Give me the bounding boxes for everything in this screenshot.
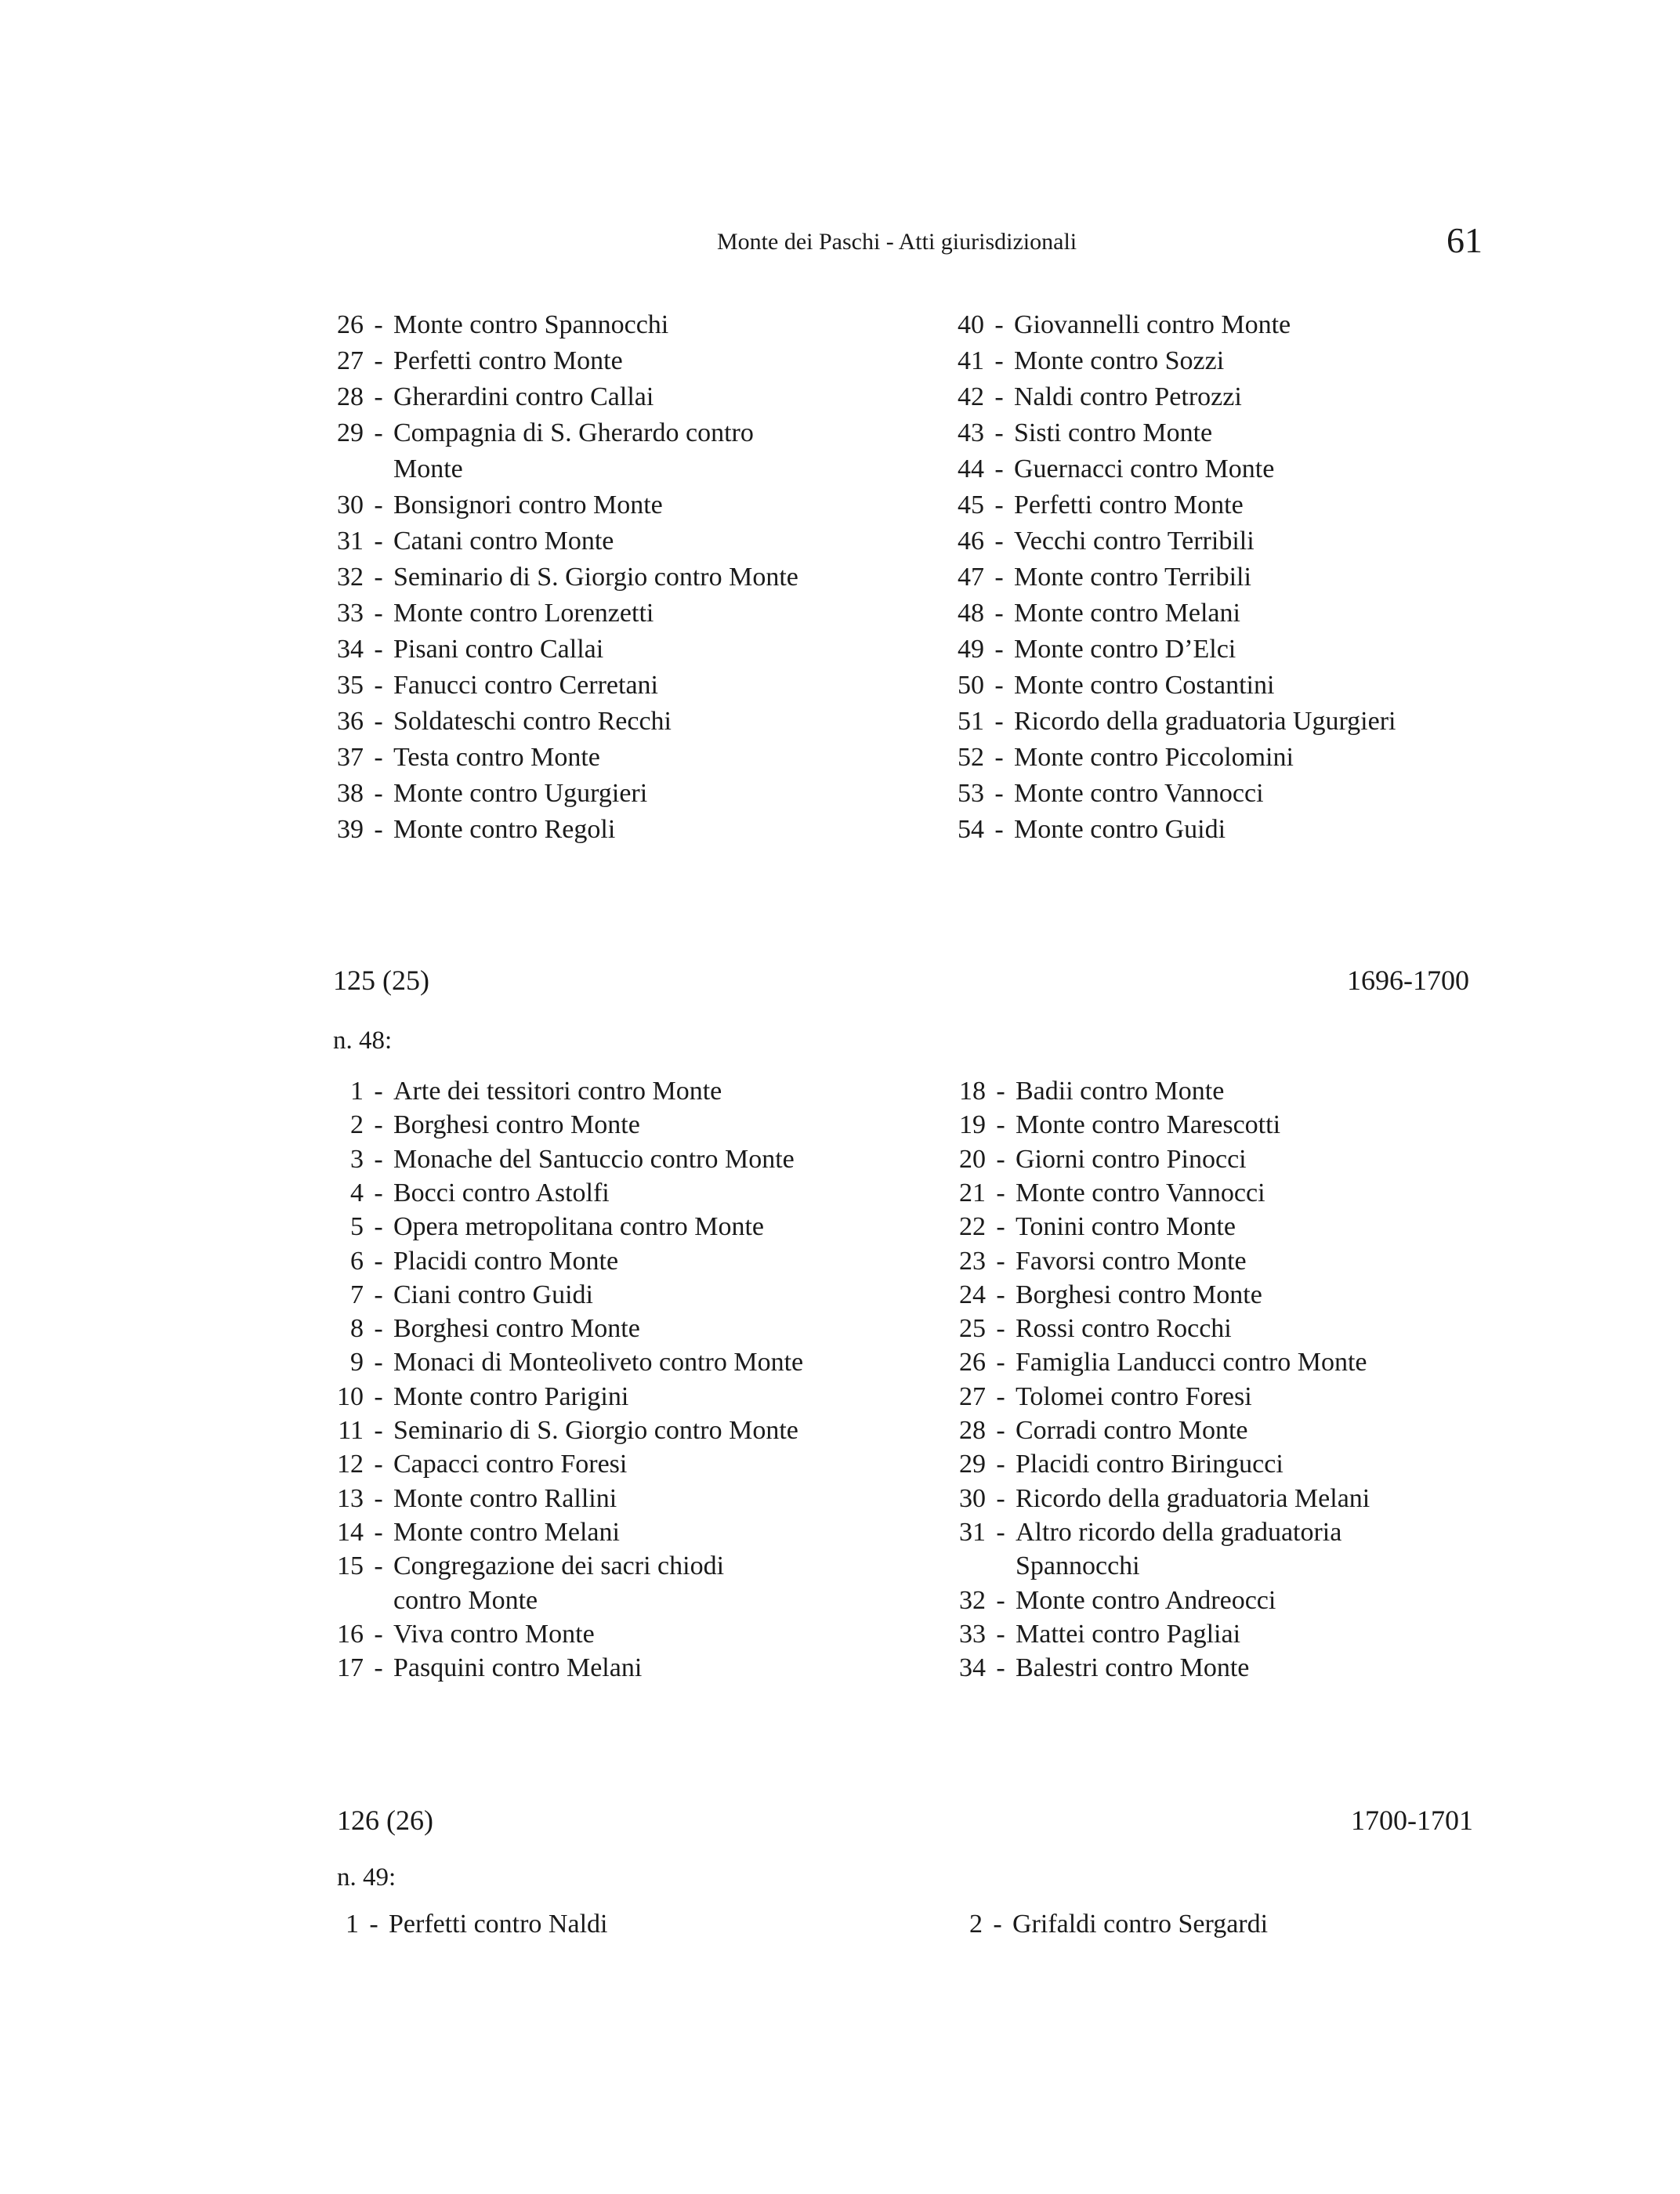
entry-text: Giovannelli contro Monte [1014, 310, 1291, 339]
list-item [950, 1073, 1224, 1110]
entry-dash: - [996, 1653, 1005, 1683]
entry-number: 30 [959, 1483, 986, 1513]
entry-number: 9 [350, 1348, 364, 1378]
list-item [328, 1379, 628, 1415]
entry-dash: - [374, 707, 383, 736]
entry-dash: - [996, 1212, 1005, 1242]
entry-text: Arte dei tessitori contro Monte [393, 1077, 722, 1106]
entry-dash: - [374, 1381, 383, 1411]
entry-dash: - [996, 1246, 1005, 1276]
list-item [328, 1277, 593, 1313]
entry-dash: - [994, 671, 1004, 700]
entry-text: Vecchi contro Terribili [1014, 527, 1255, 556]
entry-number: 8 [350, 1314, 364, 1344]
entry-dash: - [996, 1450, 1005, 1479]
list-item [328, 1650, 642, 1686]
list-item [335, 1906, 607, 1942]
list-item [948, 776, 1264, 812]
entry-number: 22 [959, 1212, 986, 1242]
entry-text: Seminario di S. Giorgio contro Monte [393, 1416, 798, 1445]
entry-text: Monte contro Melani [393, 1517, 620, 1547]
entry-text: Sisti contro Monte [1014, 418, 1213, 447]
entry-text: Pasquini contro Melani [393, 1653, 643, 1683]
entry-dash: - [994, 563, 1004, 592]
entry-text: Monte contro Parigini [393, 1381, 629, 1411]
entry-number: 19 [959, 1110, 986, 1140]
entry-dash: - [374, 743, 383, 772]
entry-number: 34 [959, 1653, 986, 1683]
entry-text: Perfetti contro Monte [1014, 491, 1244, 520]
entry-text: Opera metropolitana contro Monte [393, 1212, 765, 1242]
entry-text: Altro ricordo della graduatoria [1016, 1517, 1342, 1547]
entry-text: Tolomei contro Foresi [1016, 1381, 1252, 1411]
entry-text: Tonini contro Monte [1016, 1212, 1236, 1242]
list-item [328, 523, 614, 559]
entry-text: Monte contro Ugurgieri [393, 779, 648, 808]
section-126-label: n. 49: [337, 1863, 396, 1892]
entry-number: 52 [958, 743, 984, 772]
entry-dash: - [374, 1144, 383, 1174]
entry-number: 30 [337, 491, 364, 520]
entry-number: 53 [958, 779, 984, 808]
entry-number: 11 [338, 1416, 364, 1445]
entry-number: 42 [958, 382, 984, 411]
list-item [950, 1481, 1370, 1517]
entry-text: Monte contro Vannocci [1014, 779, 1264, 808]
list-item [948, 487, 1244, 523]
entry-dash: - [374, 1551, 383, 1581]
list-item [948, 451, 1274, 487]
list-item [948, 343, 1224, 379]
entry-dash: - [374, 1653, 383, 1683]
entry-number: 40 [958, 310, 984, 339]
list-item [328, 487, 663, 523]
entry-number: 2 [969, 1910, 983, 1939]
entry-dash: - [994, 779, 1004, 808]
entry-dash: - [374, 635, 383, 664]
list-item [328, 379, 654, 415]
entry-dash: - [374, 1483, 383, 1513]
entry-text: Monte contro Sozzi [1014, 346, 1225, 375]
entry-text: Compagnia di S. Gherardo contro [393, 418, 754, 447]
entry-number: 7 [350, 1280, 364, 1309]
list-item [948, 812, 1226, 848]
list-item [950, 1446, 1284, 1483]
entry-number: 18 [959, 1077, 986, 1106]
entry-number: 35 [337, 671, 364, 700]
entry-text: Bocci contro Astolfi [393, 1178, 610, 1207]
entry-dash: - [994, 635, 1004, 664]
entry-text: Gherardini contro Callai [393, 382, 654, 411]
entry-text: Congregazione dei sacri chiodi [393, 1551, 725, 1581]
entry-dash: - [993, 1910, 1002, 1939]
entry-number: 27 [959, 1381, 986, 1411]
list-item [328, 1142, 795, 1178]
entry-text: Seminario di S. Giorgio contro Monte [393, 563, 798, 592]
entry-dash: - [374, 1450, 383, 1479]
entry-number: 23 [959, 1246, 986, 1276]
entry-dash: - [994, 310, 1004, 339]
list-item [328, 668, 658, 704]
list-item [328, 632, 603, 668]
entry-text: Monte contro Costantini [1014, 671, 1275, 700]
section-125-dates: 1696-1700 [1347, 965, 1469, 996]
list-item [328, 1446, 627, 1483]
entry-dash: - [996, 1483, 1005, 1513]
entry-text-continuation: contro Monte [393, 1585, 538, 1615]
entry-number: 37 [337, 743, 364, 772]
page-number: 61 [1446, 220, 1483, 260]
list-item [328, 740, 600, 776]
entry-number: 32 [337, 563, 364, 592]
list-item [328, 307, 668, 343]
list-item [950, 1209, 1236, 1245]
running-header: Monte dei Paschi - Atti giurisdizionali [717, 229, 1077, 255]
entry-number: 16 [337, 1619, 364, 1649]
entry-text: Ricordo della graduatoria Ugurgieri [1014, 707, 1396, 736]
list-item [948, 307, 1291, 343]
entry-dash: - [374, 346, 383, 375]
entry-dash: - [374, 1178, 383, 1207]
list-item [950, 1379, 1252, 1415]
entry-dash: - [996, 1280, 1005, 1309]
entry-number: 33 [959, 1619, 986, 1649]
entry-number: 14 [337, 1517, 364, 1547]
list-item [950, 1142, 1247, 1178]
entry-text: Bonsignori contro Monte [393, 491, 663, 520]
entry-dash: - [374, 1314, 383, 1344]
list-item [328, 1413, 798, 1449]
entry-text: Soldateschi contro Recchi [393, 707, 672, 736]
entry-number: 44 [958, 454, 984, 483]
entry-number: 26 [337, 310, 364, 339]
entry-dash: - [996, 1585, 1005, 1615]
entry-dash: - [996, 1619, 1005, 1649]
entry-number: 15 [337, 1551, 364, 1581]
entry-dash: - [374, 1077, 383, 1106]
list-item [948, 559, 1251, 596]
entry-number: 21 [959, 1178, 986, 1207]
entry-text: Monte contro Melani [1014, 599, 1240, 628]
entry-text: Catani contro Monte [393, 527, 614, 556]
entry-dash: - [374, 1517, 383, 1547]
entry-text: Placidi contro Biringucci [1016, 1450, 1284, 1479]
list-item [948, 740, 1294, 776]
entry-number: 12 [337, 1450, 364, 1479]
list-item [950, 1617, 1240, 1653]
entry-number: 32 [959, 1585, 986, 1615]
entry-number: 20 [959, 1144, 986, 1174]
entry-dash: - [996, 1348, 1005, 1378]
entry-dash: - [374, 491, 383, 520]
entry-number: 49 [958, 635, 984, 664]
entry-number: 31 [959, 1517, 986, 1547]
entry-number: 2 [350, 1110, 364, 1140]
list-item [328, 1481, 617, 1517]
list-item [328, 1345, 803, 1381]
list-item [328, 776, 647, 812]
list-item [328, 343, 623, 379]
entry-text: Fanucci contro Cerretani [393, 671, 658, 700]
entry-text: Capacci contro Foresi [393, 1450, 628, 1479]
entry-dash: - [994, 418, 1004, 447]
entry-dash: - [994, 382, 1004, 411]
entry-text: Borghesi contro Monte [1016, 1280, 1262, 1309]
entry-text: Corradi contro Monte [1016, 1416, 1248, 1445]
entry-text: Balestri contro Monte [1016, 1653, 1250, 1683]
entry-number: 5 [350, 1212, 364, 1242]
entry-number: 6 [350, 1246, 364, 1276]
entry-text: Monte contro Spannocchi [393, 310, 669, 339]
list-item [950, 1244, 1247, 1280]
list-item [959, 1906, 1268, 1942]
entry-dash: - [374, 1619, 383, 1649]
entry-text: Monte contro Terribili [1014, 563, 1251, 592]
entry-dash: - [996, 1110, 1005, 1140]
entry-number: 43 [958, 418, 984, 447]
list-item [950, 1345, 1367, 1381]
entry-dash: - [374, 1212, 383, 1242]
entry-text: Mattei contro Pagliai [1016, 1619, 1241, 1649]
entry-dash: - [996, 1077, 1005, 1106]
list-item [328, 1107, 640, 1143]
entry-number: 41 [958, 346, 984, 375]
entry-number: 47 [958, 563, 984, 592]
entry-number: 27 [337, 346, 364, 375]
entry-text-continuation: Spannocchi [1016, 1551, 1140, 1581]
entry-number: 50 [958, 671, 984, 700]
entry-text: Famiglia Landucci contro Monte [1016, 1348, 1367, 1378]
list-item [328, 1073, 722, 1110]
entry-text: Testa contro Monte [393, 743, 600, 772]
entry-text: Rossi contro Rocchi [1016, 1314, 1232, 1344]
entry-text: Grifaldi contro Sergardi [1012, 1910, 1269, 1939]
list-item [948, 379, 1242, 415]
entry-dash: - [374, 563, 383, 592]
entry-number: 10 [337, 1381, 364, 1411]
entry-dash: - [996, 1314, 1005, 1344]
list-item [948, 596, 1240, 632]
section-126-dates: 1700-1701 [1351, 1805, 1473, 1836]
list-item [328, 1548, 724, 1584]
entry-dash: - [996, 1144, 1005, 1174]
entry-dash: - [994, 815, 1004, 844]
entry-text: Monte contro D’Elci [1014, 635, 1236, 664]
entry-text: Monte contro Rallini [393, 1483, 617, 1513]
entry-text: Monte contro Regoli [393, 815, 616, 844]
entry-text: Naldi contro Petrozzi [1014, 382, 1242, 411]
entry-dash: - [374, 527, 383, 556]
entry-text: Placidi contro Monte [393, 1246, 619, 1276]
entry-number: 46 [958, 527, 984, 556]
entry-dash: - [374, 382, 383, 411]
entry-dash: - [994, 454, 1004, 483]
list-item [950, 1413, 1248, 1449]
entry-number: 31 [337, 527, 364, 556]
entry-number: 4 [350, 1178, 364, 1207]
entry-text-continuation: Monte [393, 454, 463, 483]
entry-dash: - [996, 1381, 1005, 1411]
entry-dash: - [374, 1416, 383, 1445]
entry-text: Perfetti contro Monte [393, 346, 623, 375]
list-item [950, 1583, 1276, 1619]
entry-number: 28 [337, 382, 364, 411]
entry-dash: - [374, 1348, 383, 1378]
entry-dash: - [374, 1246, 383, 1276]
entry-number: 1 [350, 1077, 364, 1106]
entry-text: Monte contro Piccolomini [1014, 743, 1294, 772]
entry-number: 29 [959, 1450, 986, 1479]
list-item [328, 812, 615, 848]
entry-dash: - [369, 1910, 378, 1939]
entry-text: Perfetti contro Naldi [389, 1910, 608, 1939]
entry-number: 24 [959, 1280, 986, 1309]
list-item [948, 632, 1236, 668]
entry-text: Monache del Santuccio contro Monte [393, 1144, 795, 1174]
entry-number: 34 [337, 635, 364, 664]
entry-text: Borghesi contro Monte [393, 1110, 640, 1140]
list-item [948, 415, 1212, 451]
entry-number: 48 [958, 599, 984, 628]
list-item [328, 559, 798, 596]
entry-text: Monte contro Lorenzetti [393, 599, 654, 628]
list-item [328, 1617, 595, 1653]
list-item [328, 704, 672, 740]
entry-dash: - [374, 418, 383, 447]
entry-text: Monte contro Andreocci [1016, 1585, 1276, 1615]
entry-dash: - [994, 599, 1004, 628]
list-item [328, 1209, 764, 1245]
entry-dash: - [996, 1416, 1005, 1445]
list-item [948, 668, 1274, 704]
entry-number: 38 [337, 779, 364, 808]
entry-number: 36 [337, 707, 364, 736]
list-item [328, 1175, 610, 1211]
list-item [328, 1244, 618, 1280]
entry-number: 28 [959, 1416, 986, 1445]
list-item [950, 1311, 1232, 1347]
entry-dash: - [374, 599, 383, 628]
entry-dash: - [374, 1110, 383, 1140]
list-item [950, 1515, 1341, 1551]
entry-number: 39 [337, 815, 364, 844]
entry-number: 17 [337, 1653, 364, 1683]
entry-text: Borghesi contro Monte [393, 1314, 640, 1344]
entry-dash: - [996, 1178, 1005, 1207]
section-125-label: n. 48: [333, 1026, 393, 1055]
entry-text: Favorsi contro Monte [1016, 1246, 1247, 1276]
entry-dash: - [994, 527, 1004, 556]
entry-text: Pisani contro Callai [393, 635, 604, 664]
entry-text: Monte contro Vannocci [1016, 1178, 1265, 1207]
entry-dash: - [994, 707, 1004, 736]
list-item [328, 1311, 640, 1347]
entry-dash: - [374, 1280, 383, 1309]
entry-number: 29 [337, 418, 364, 447]
list-item [950, 1175, 1265, 1211]
entry-number: 51 [958, 707, 984, 736]
entry-text: Guernacci contro Monte [1014, 454, 1275, 483]
entry-dash: - [374, 671, 383, 700]
entry-number: 26 [959, 1348, 986, 1378]
entry-dash: - [994, 491, 1004, 520]
entry-text: Ciani contro Guidi [393, 1280, 593, 1309]
entry-text: Badii contro Monte [1016, 1077, 1225, 1106]
list-item [950, 1277, 1262, 1313]
entry-number: 25 [959, 1314, 986, 1344]
entry-number: 33 [337, 599, 364, 628]
entry-dash: - [374, 779, 383, 808]
entry-number: 54 [958, 815, 984, 844]
list-item [950, 1650, 1249, 1686]
list-item [948, 523, 1255, 559]
entry-dash: - [996, 1517, 1005, 1547]
entry-text: Viva contro Monte [393, 1619, 595, 1649]
section-125-id: 125 (25) [333, 965, 429, 996]
entry-number: 3 [350, 1144, 364, 1174]
list-item [328, 415, 754, 451]
entry-number: 1 [346, 1910, 359, 1939]
list-item [950, 1107, 1280, 1143]
entry-dash: - [994, 346, 1004, 375]
entry-dash: - [374, 815, 383, 844]
entry-number: 13 [337, 1483, 364, 1513]
section-126-id: 126 (26) [337, 1805, 433, 1836]
list-item [328, 596, 654, 632]
entry-text: Monte contro Guidi [1014, 815, 1226, 844]
entry-number: 45 [958, 491, 984, 520]
list-item [328, 1515, 620, 1551]
entry-text: Monte contro Marescotti [1016, 1110, 1281, 1140]
entry-dash: - [994, 743, 1004, 772]
entry-text: Ricordo della graduatoria Melani [1016, 1483, 1370, 1513]
entry-text: Monaci di Monteoliveto contro Monte [393, 1348, 804, 1378]
list-item [948, 704, 1396, 740]
entry-dash: - [374, 310, 383, 339]
entry-text: Giorni contro Pinocci [1016, 1144, 1247, 1174]
